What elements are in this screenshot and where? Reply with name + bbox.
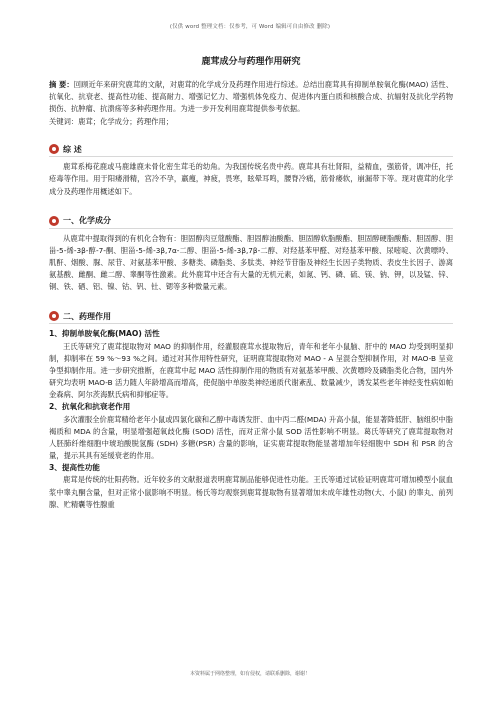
chemistry-paragraph: 从鹿茸中提取得到的有机化合物有：胆固醇肉豆蔻酸酯、胆固醇油酸酯、胆固醇软脂酸酯、胆固醇硬脂酸酯、胆固醇、胆甾-5-烯-3β-醇-7-酮、胆甾-5-烯-3β,7α-二醇、胆甾-5-烯-3β,7β-二醇、对羟基苯甲醛、对羟基苯甲酸、尿嘧啶、次黄嘌呤、肌酐、烟酸、脲、尿苷、对氨基苯甲酸、多糖类、磷脂类、多肽类、神经节苷脂及神经生长因子类物质、表皮生长因子、游离氨基酸、雌酮、雌二醇、睾酮等性激素。此外鹿茸中还含有大量的无机元素，如氮、钙、磷、硫、镁、钠、钾，以及锰、锌、铜、铁、硒、铝、镍、钴、钒、钍、锶等多种微量元素。 — [49, 233, 453, 292]
abstract-label: 摘 要： — [49, 80, 74, 89]
subsection-title-mao: 1、抑制单胺氧化酶(MAO) 活性 — [49, 329, 160, 339]
subsection-title-antioxidant: 2、抗氧化和抗衰老作用 — [49, 402, 131, 412]
sexual-function-paragraph: 鹿茸是传统的壮阳药物。近年较多的文献报道表明鹿茸制品能够促进性功能。王氏等通过试验证明鹿茸可增加模型小鼠血浆中睾丸酮含量，但对正常小鼠影响不明显。杨氏等均观察到鹿茸提取物有显著增加未成年雄性动物(大、小鼠) 的睾丸、前列腺、贮精囊等性腺重 — [49, 475, 453, 509]
document-title: 鹿茸成分与药理作用研究 — [201, 57, 301, 67]
section-heading-intro — [49, 142, 453, 157]
red-bullet-icon — [49, 311, 59, 321]
header-note: (仅供 word 整理文档：仅参考，可 Word 编辑可自由修改 删除) — [169, 24, 331, 30]
document-page — [49, 48, 453, 511]
section-heading-pharmacology — [49, 309, 453, 324]
subsection-title-sexual-function: 3、提高性功能 — [49, 462, 100, 472]
footer-note: 本资料属于网络整理，如有侵权，请联系删除，谢谢！ — [189, 671, 310, 677]
keywords: 关键词：鹿茸；化学成分；药理作用； — [49, 117, 174, 127]
abstract-text: 回顾近年来研究鹿茸的文献，对鹿茸的化学成分及药理作用进行综述。总结出鹿茸具有抑制单胺氧化酶(MAO) 活性、抗氧化、抗衰老、提高性功能、提高耐力、增强记忆力、增强机体免疫力、促进体内蛋白质和核酸合成、抗辐射及抗化学药物损伤、抗肿瘤、抗溃疡等多种药理作用。为进一步开发利用鹿茸提供参考依据。 — [49, 80, 453, 114]
section-heading-chemistry — [49, 214, 453, 229]
red-bullet-icon — [49, 144, 59, 154]
abstract — [49, 79, 453, 115]
antioxidant-paragraph: 多次灌服全价鹿茸精给老年小鼠或四氯化碳和乙醇中毒诱发肝、血中丙二醛(MDA) 升高小鼠，能显著降低肝、脑组织中脂褐质和 MDA 的含量，明显增强超氧歧化酶 (SOD) 活性，而对正常小鼠 SOD 活性影响不明显。葛氏等研究了鹿茸提取物对人胚肺纤维细胞中琥珀酸脱氢酶 (SDH) 多糖(PSR) 含量的影响，证实鹿茸提取物能显著增加年轻细胞中 SDH 和 PSR 的含量，提示其具有延缓衰老的作用。 — [49, 414, 453, 460]
red-bullet-icon — [49, 216, 59, 226]
mao-paragraph: 王氏等研究了鹿茸提取物对 MAO 的抑制作用，经灌服鹿茸水提取物后，青年和老年小鼠脑、肝中的 MAO 均受到明显抑制，抑制率在 59 %～93 %之间。通过对其作用特性研究，证明鹿茸提取物对 MAO - A 呈混合型抑制作用，对 MAO-B 呈竞争型抑制作用。进一步研究推断，在鹿茸中起 MAO 活性抑制作用的物质有对氨基苯甲酸、次黄嘌呤及磷脂类化合物，国内外研究均表明 MAO-B 活力随人年龄增高而增高，使促脑中单胺类神经递质代谢紊乱、数量减少，诱发某些老年神经变性病如帕金森病、阿尔茨海默氏病和抑郁症等。 — [49, 341, 453, 399]
section-title-pharmacology: 二、药理作用 — [63, 311, 111, 321]
intro-paragraph: 鹿茸系梅花鹿或马鹿雄鹿未骨化密生茸毛的幼角。为我国传统名贵中药。鹿茸具有壮肾阳，益精血，强筋骨，调冲任，托疮毒等作用。用于阳痿滑精，宫冷不孕，羸瘦，神疲，畏寒，眩晕耳鸣，腰脊冷痛，筋骨痿软，崩漏带下等。现对鹿茸的化学成分及药理作用概述如下。 — [49, 162, 453, 196]
section-title-chemistry: 一、化学成分 — [63, 216, 111, 226]
section-title-intro: 综 述 — [63, 144, 82, 154]
